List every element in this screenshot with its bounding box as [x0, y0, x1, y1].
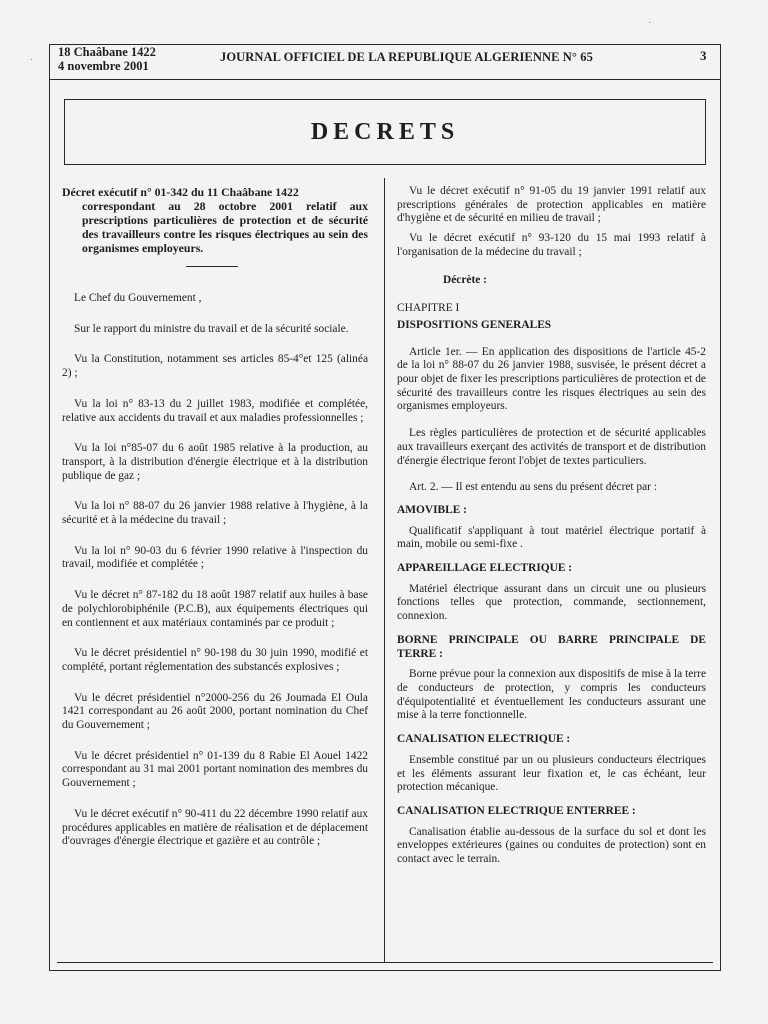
- visa-paragraph: Vu le décret présidentiel n° 90-198 du 30 juin 1990, modifié et complété, portant réglementation des substancés explosives ;: [62, 647, 368, 673]
- article-2: Art. 2. — Il est entendu au sens du présent décret par :: [409, 481, 657, 494]
- visa-paragraph: Vu la loi n° 88-07 du 26 janvier 1988 relative à l'hygiène, à la sécurité et à la médecine du travail ;: [62, 500, 368, 527]
- visa-paragraph: Vu le décret exécutif n° 90-411 du 22 décembre 1990 relatif aux procédures applicables en matière de réalisation et de déplacement d'ouvrages d'énergie électrique et gazière et au contrôle ;: [62, 807, 368, 848]
- section-banner: [64, 99, 706, 165]
- right-column: [397, 185, 706, 867]
- decree-title-first-line: Décret exécutif n° 01-342 du 11 Chaâbane 1422: [62, 185, 299, 199]
- left-column: [62, 185, 368, 849]
- date-hijri: 18 Chaâbane 1422: [58, 45, 156, 59]
- decree-title-rest: correspondant au 28 octobre 2001 relatif aux prescriptions particulières de protection et de sécurité des travailleurs contre les risques électriques au sein des organismes employeurs.: [82, 199, 368, 255]
- definition-text: Matériel électrique assurant dans un circuit une ou plusieurs fonctions telles que protection, commande, sectionnement, connexion.: [397, 582, 706, 623]
- column-divider: [384, 178, 385, 962]
- article-1-paragraph-2: Les règles particulières de protection et de sécurité applicables aux travailleurs exerçant des activités de transport et de distribution d'énergie électrique feront l'objet de textes particuliers.: [397, 427, 706, 467]
- chef-line: Le Chef du Gouvernement ,: [74, 292, 202, 304]
- header-dates: [58, 45, 156, 73]
- definition-text: Ensemble constitué par un ou plusieurs conducteurs électriques et les éléments assurant leur fixation et, le cas échéant, leur protection mécanique.: [397, 753, 706, 794]
- scan-speck: ·: [30, 55, 34, 66]
- definition-text: Canalisation établie au-dessous de la surface du sol et dont les enveloppes extérieures (gaines ou conduites de protection) sont en contact avec le terrain.: [397, 825, 706, 866]
- visa-paragraph: Vu la Constitution, notamment ses articles 85-4°et 125 (alinéa 2) ;: [62, 353, 368, 380]
- chapter-title: DISPOSITIONS GENERALES: [397, 318, 552, 331]
- visa-paragraph: Sur le rapport du ministre du travail et de la sécurité sociale.: [74, 322, 349, 335]
- scan-speck: ·: [648, 18, 652, 29]
- visa-paragraph: Vu la loi n° 90-03 du 6 février 1990 relative à l'inspection du travail, modifiée et complétée ;: [62, 544, 368, 571]
- visa-paragraph: Vu le décret exécutif n° 91-05 du 19 janvier 1991 relatif aux prescriptions générales de protection applicables en matière d'hygiène et de sécurité en milieu de travail ;: [397, 185, 706, 225]
- date-gregorian: 4 novembre 2001: [58, 59, 149, 73]
- definition-term: CANALISATION ELECTRIQUE :: [397, 733, 571, 746]
- bottom-rule: [57, 962, 713, 963]
- article-1: Article 1er. — En application des dispositions de l'article 45-2 de la loi n° 88-07 du 26 janvier 1988, susvisée, le présent décret a pour objet de fixer les prescriptions particulières de protection et de sécurité des travailleurs contre les risques électriques au sein des organismes employeurs.: [397, 345, 706, 413]
- title-separator: [186, 266, 238, 267]
- header-rule: [49, 79, 721, 80]
- definition-text: Qualificatif s'appliquant à tout matériel électrique portatif à main, mobile ou semi-fixe .: [397, 524, 706, 551]
- decrete-label: Décrète :: [443, 273, 487, 286]
- visa-paragraph: Vu le décret présidentiel n° 01-139 du 8 Rabie El Aouel 1422 correspondant au 31 mai 2001 portant nomination des membres du Gouvernement ;: [62, 749, 368, 790]
- decree-title: [62, 185, 368, 255]
- journal-title: JOURNAL OFFICIEL DE LA REPUBLIQUE ALGERIENNE N° 65: [220, 50, 593, 64]
- page-number: 3: [700, 48, 707, 63]
- chapter-heading: CHAPITRE I: [397, 302, 460, 315]
- definition-term: BORNE PRINCIPALE OU BARRE PRINCIPALE DE TERRE :: [397, 633, 706, 660]
- visa-paragraph: Vu le décret n° 87-182 du 18 août 1987 relatif aux huiles à base de polychlorobiphénile (P.C.B), aux équipements électriques qui en contiennent et aux matériaux contaminés par ce produit ;: [62, 589, 368, 629]
- definition-text: Borne prévue pour la connexion aux dispositifs de mise à la terre de conducteurs de protection, y compris les conducteurs d'équipotentialité et éventuellement les conducteurs assurant une mise à la terre fonctionnelle.: [397, 668, 706, 722]
- visa-paragraph: Vu la loi n° 83-13 du 2 juillet 1983, modifiée et complétée, relative aux accidents du travail et aux maladies professionnelles ;: [62, 397, 368, 424]
- definition-term: AMOVIBLE :: [397, 503, 467, 516]
- visa-paragraph: Vu le décret présidentiel n°2000-256 du 26 Joumada El Oula 1421 correspondant au 26 août 2000, portant nomination du Chef du Gouvernement ;: [62, 691, 368, 732]
- definition-term: CANALISATION ELECTRIQUE ENTERREE :: [397, 804, 636, 817]
- visa-paragraph: Vu le décret exécutif n° 93-120 du 15 mai 1993 relatif à l'organisation de la médecine du travail ;: [397, 232, 706, 258]
- section-title: DECRETS: [310, 118, 460, 145]
- definition-term: APPAREILLAGE ELECTRIQUE :: [397, 562, 573, 575]
- visa-paragraph: Vu la loi n°85-07 du 6 août 1985 relative à la production, au transport, à la distribution d'énergie électrique et à la distribution publique de gaz ;: [62, 442, 368, 482]
